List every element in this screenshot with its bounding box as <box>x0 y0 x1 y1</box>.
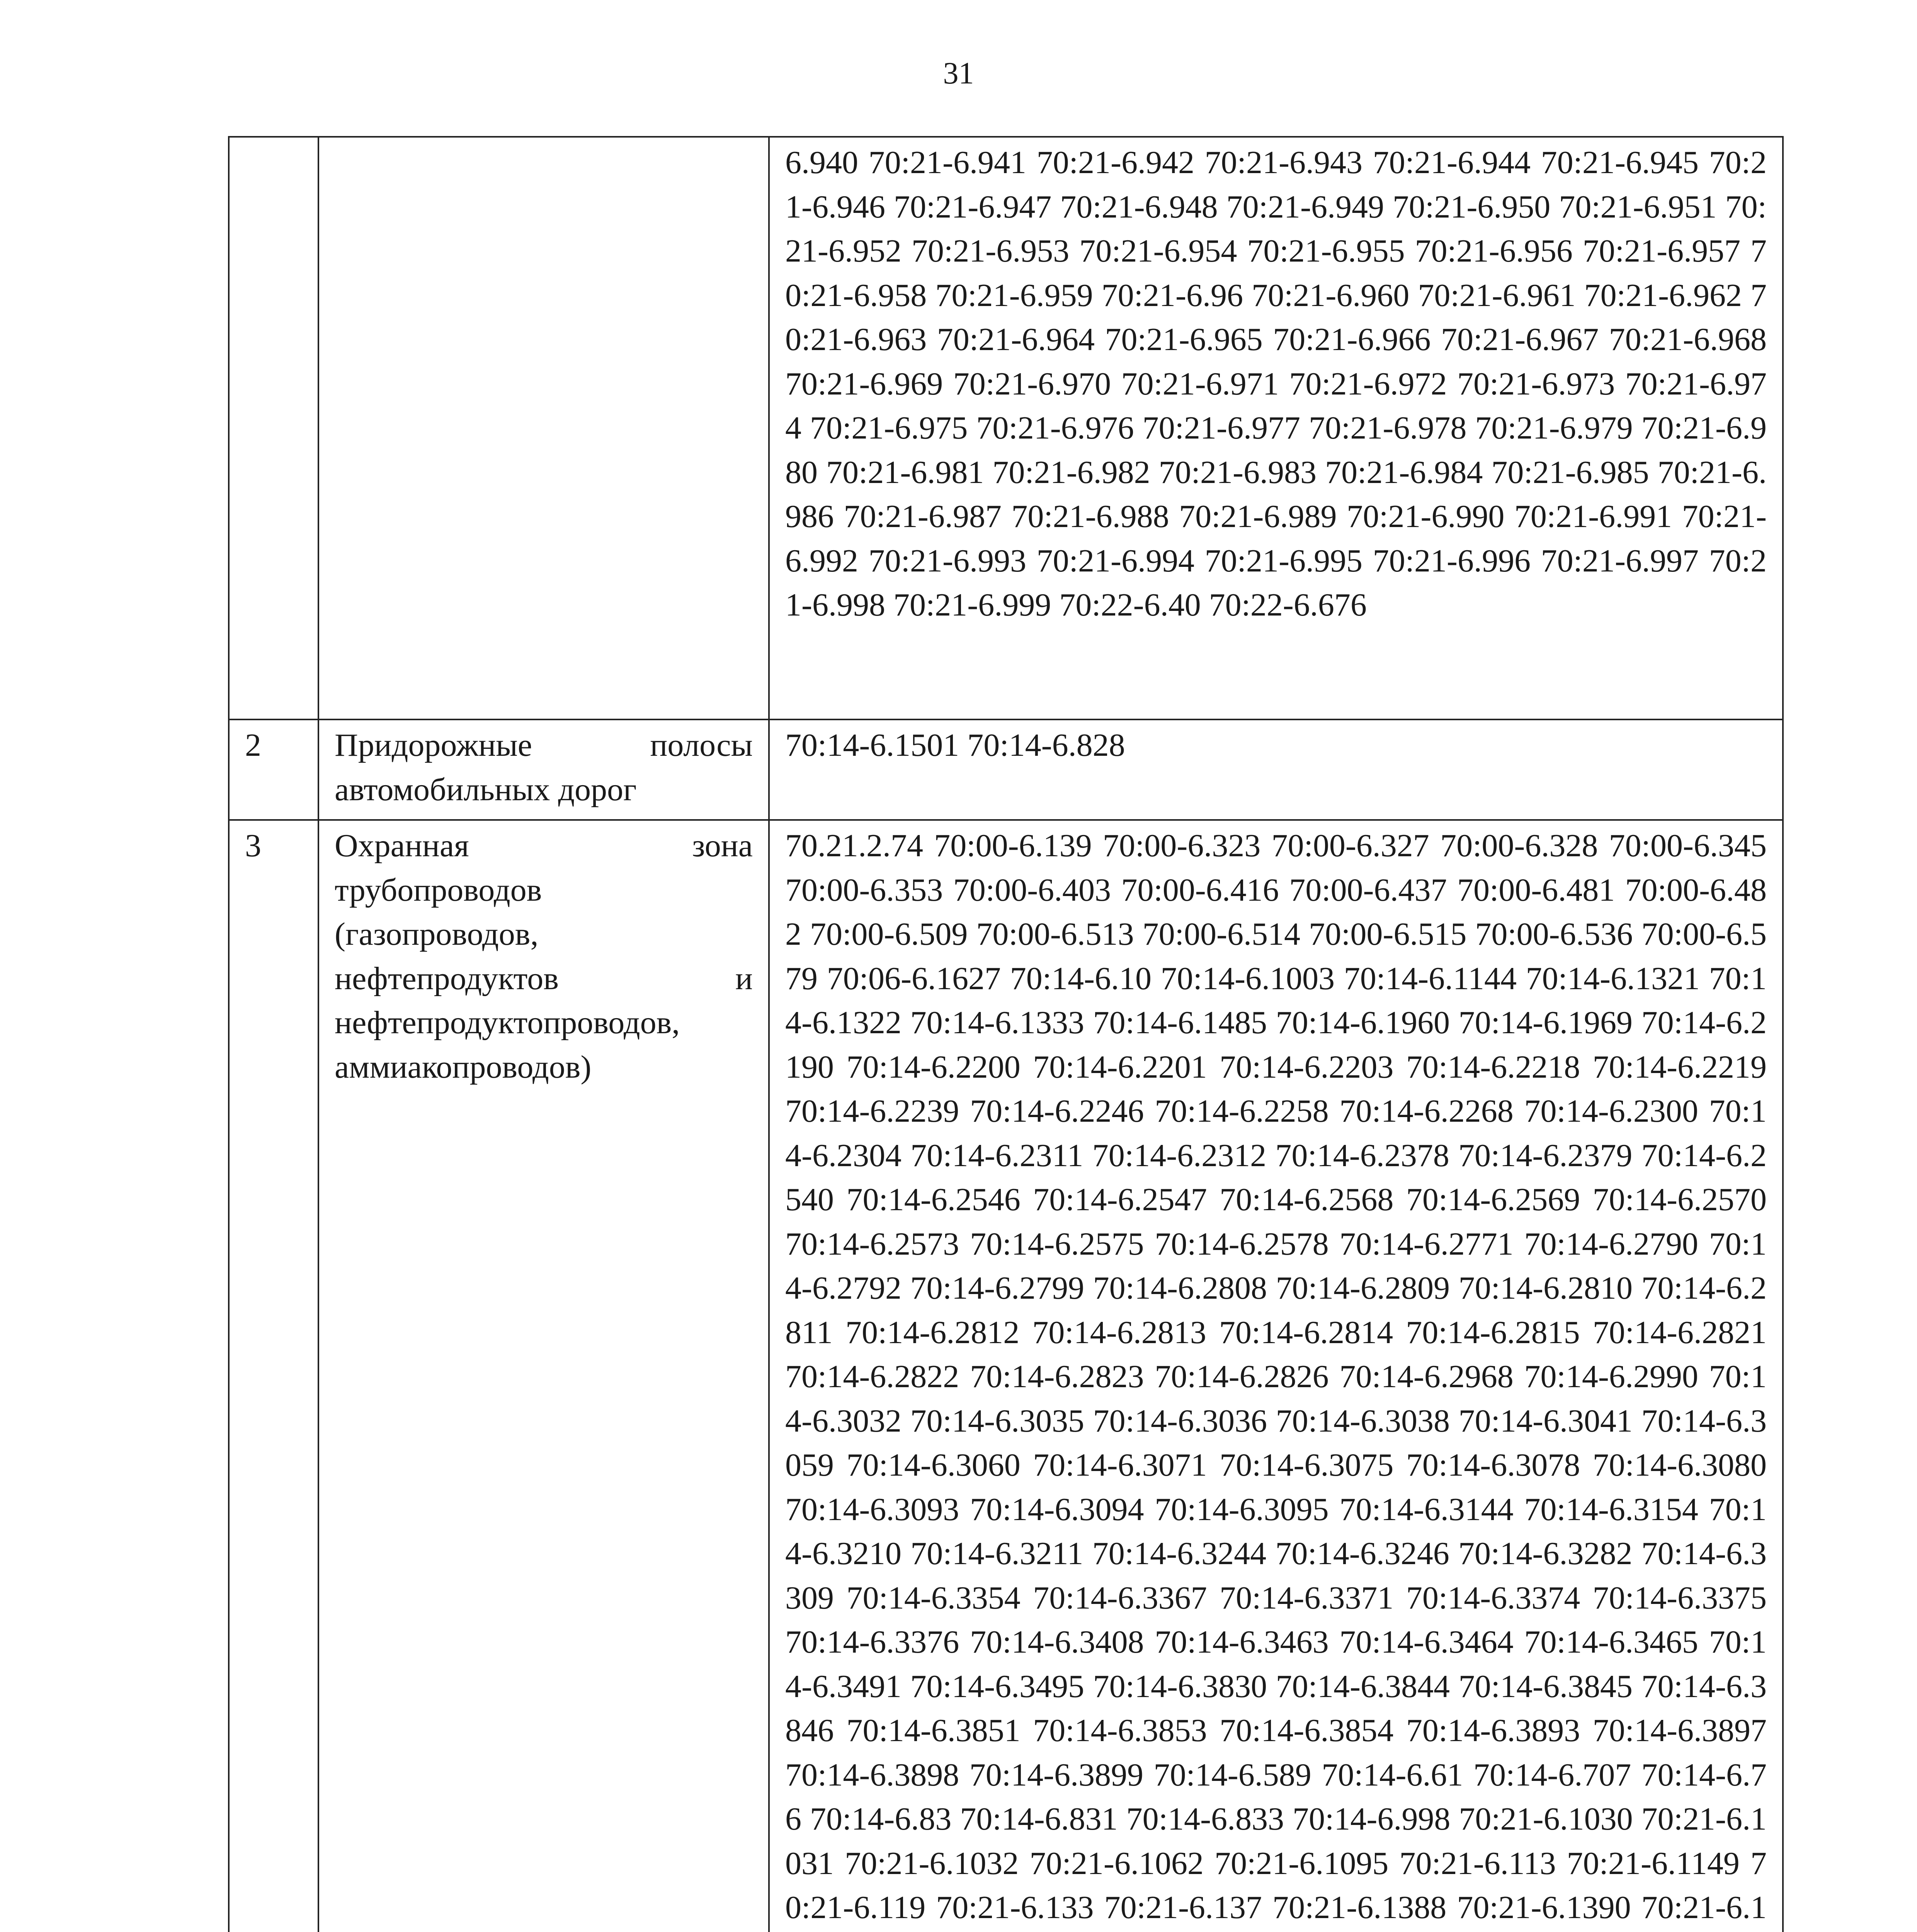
zone-codes: 6.940 70:21-6.941 70:21-6.942 70:21-6.943 70:21-6.944 70:21-6.945 70:21-6.946 70:21-6.947 70:21-6.948 70:21-6.949 70:21-6.950 70:21-6.951 70:21-6.952 70:21-6.953 70:21-6.954 70:21-6.955 70:21-6.956 70:21-6.957 70:21-6.958 70:21-6.959 70:21-6.96 70:21-6.960 70:21-6.961 70:21-6.962 70:21-6.963 70:21-6.964 70:21-6.965 70:21-6.966 70:21-6.967 70:21-6.968 70:21-6.969 70:21-6.970 70:21-6.971 70:21-6.972 70:21-6.973 70:21-6.974 70:21-6.975 70:21-6.976 70:21-6.977 70:21-6.978 70:21-6.979 70:21-6.980 70:21-6.981 70:21-6.982 70:21-6.983 70:21-6.984 70:21-6.985 70:21-6.986 70:21-6.987 70:21-6.988 70:21-6.989 70:21-6.990 70:21-6.991 70:21-6.992 70:21-6.993 70:21-6.994 70:21-6.995 70:21-6.996 70:21-6.997 70:21-6.998 70:21-6.999 70:22-6.40 70:22-6.676 <box>769 137 1783 719</box>
table-row <box>229 820 1783 1932</box>
zone-codes: 70.21.2.74 70:00-6.139 70:00-6.323 70:00-6.327 70:00-6.328 70:00-6.345 70:00-6.353 70:00-6.403 70:00-6.416 70:00-6.437 70:00-6.481 70:00-6.482 70:00-6.509 70:00-6.513 70:00-6.514 70:00-6.515 70:00-6.536 70:00-6.579 70:06-6.1627 70:14-6.10 70:14-6.1003 70:14-6.1144 70:14-6.1321 70:14-6.1322 70:14-6.1333 70:14-6.1485 70:14-6.1960 70:14-6.1969 70:14-6.2190 70:14-6.2200 70:14-6.2201 70:14-6.2203 70:14-6.2218 70:14-6.2219 70:14-6.2239 70:14-6.2246 70:14-6.2258 70:14-6.2268 70:14-6.2300 70:14-6.2304 70:14-6.2311 70:14-6.2312 70:14-6.2378 70:14-6.2379 70:14-6.2540 70:14-6.2546 70:14-6.2547 70:14-6.2568 70:14-6.2569 70:14-6.2570 70:14-6.2573 70:14-6.2575 70:14-6.2578 70:14-6.2771 70:14-6.2790 70:14-6.2792 70:14-6.2799 70:14-6.2808 70:14-6.2809 70:14-6.2810 70:14-6.2811 70:14-6.2812 70:14-6.2813 70:14-6.2814 70:14-6.2815 70:14-6.2821 70:14-6.2822 70:14-6.2823 70:14-6.2826 70:14-6.2968 70:14-6.2990 70:14-6.3032 70:14-6.3035 70:14-6.3036 70:14-6.3038 70:14-6.3041 70:14-6.3059 70:14-6.3060 70:14-6.3071 70:14-6.3075 70:14-6.3078 70:14-6.3080 70:14-6.3093 70:14-6.3094 70:14-6.3095 70:14-6.3144 70:14-6.3154 70:14-6.3210 70:14-6.3211 70:14-6.3244 70:14-6.3246 70:14-6.3282 70:14-6.3309 70:14-6.3354 70:14-6.3367 70:14-6.3371 70:14-6.3374 70:14-6.3375 70:14-6.3376 70:14-6.3408 70:14-6.3463 70:14-6.3464 70:14-6.3465 70:14-6.3491 70:14-6.3495 70:14-6.3830 70:14-6.3844 70:14-6.3845 70:14-6.3846 70:14-6.3851 70:14-6.3853 70:14-6.3854 70:14-6.3893 70:14-6.3897 70:14-6.3898 70:14-6.3899 70:14-6.589 70:14-6.61 70:14-6.707 70:14-6.76 70:14-6.83 70:14-6.831 70:14-6.833 70:14-6.998 70:21-6.1030 70:21-6.1031 70:21-6.1032 70:21-6.1062 70:21-6.1095 70:21-6.113 70:21-6.1149 70:21-6.119 70:21-6.133 70:21-6.137 70:21-6.1388 70:21-6.1390 70:21-6.1 <box>769 820 1783 1932</box>
page-number: 31 <box>943 56 974 90</box>
zone-codes: 70:14-6.1501 70:14-6.828 <box>769 719 1783 820</box>
row-number: 2 <box>229 719 318 820</box>
zones-table <box>228 136 1784 1932</box>
zone-name <box>318 137 769 719</box>
zone-name: Придорожные полосы автомобильных дорог <box>318 719 769 820</box>
zone-name: Охранная зона трубопроводов (газопроводов, нефтепродуктов и нефтепродуктопроводов, аммиакопроводов) <box>318 820 769 1932</box>
row-number: 3 <box>229 820 318 1932</box>
table-row <box>229 137 1783 719</box>
table-row <box>229 719 1783 820</box>
row-number <box>229 137 318 719</box>
